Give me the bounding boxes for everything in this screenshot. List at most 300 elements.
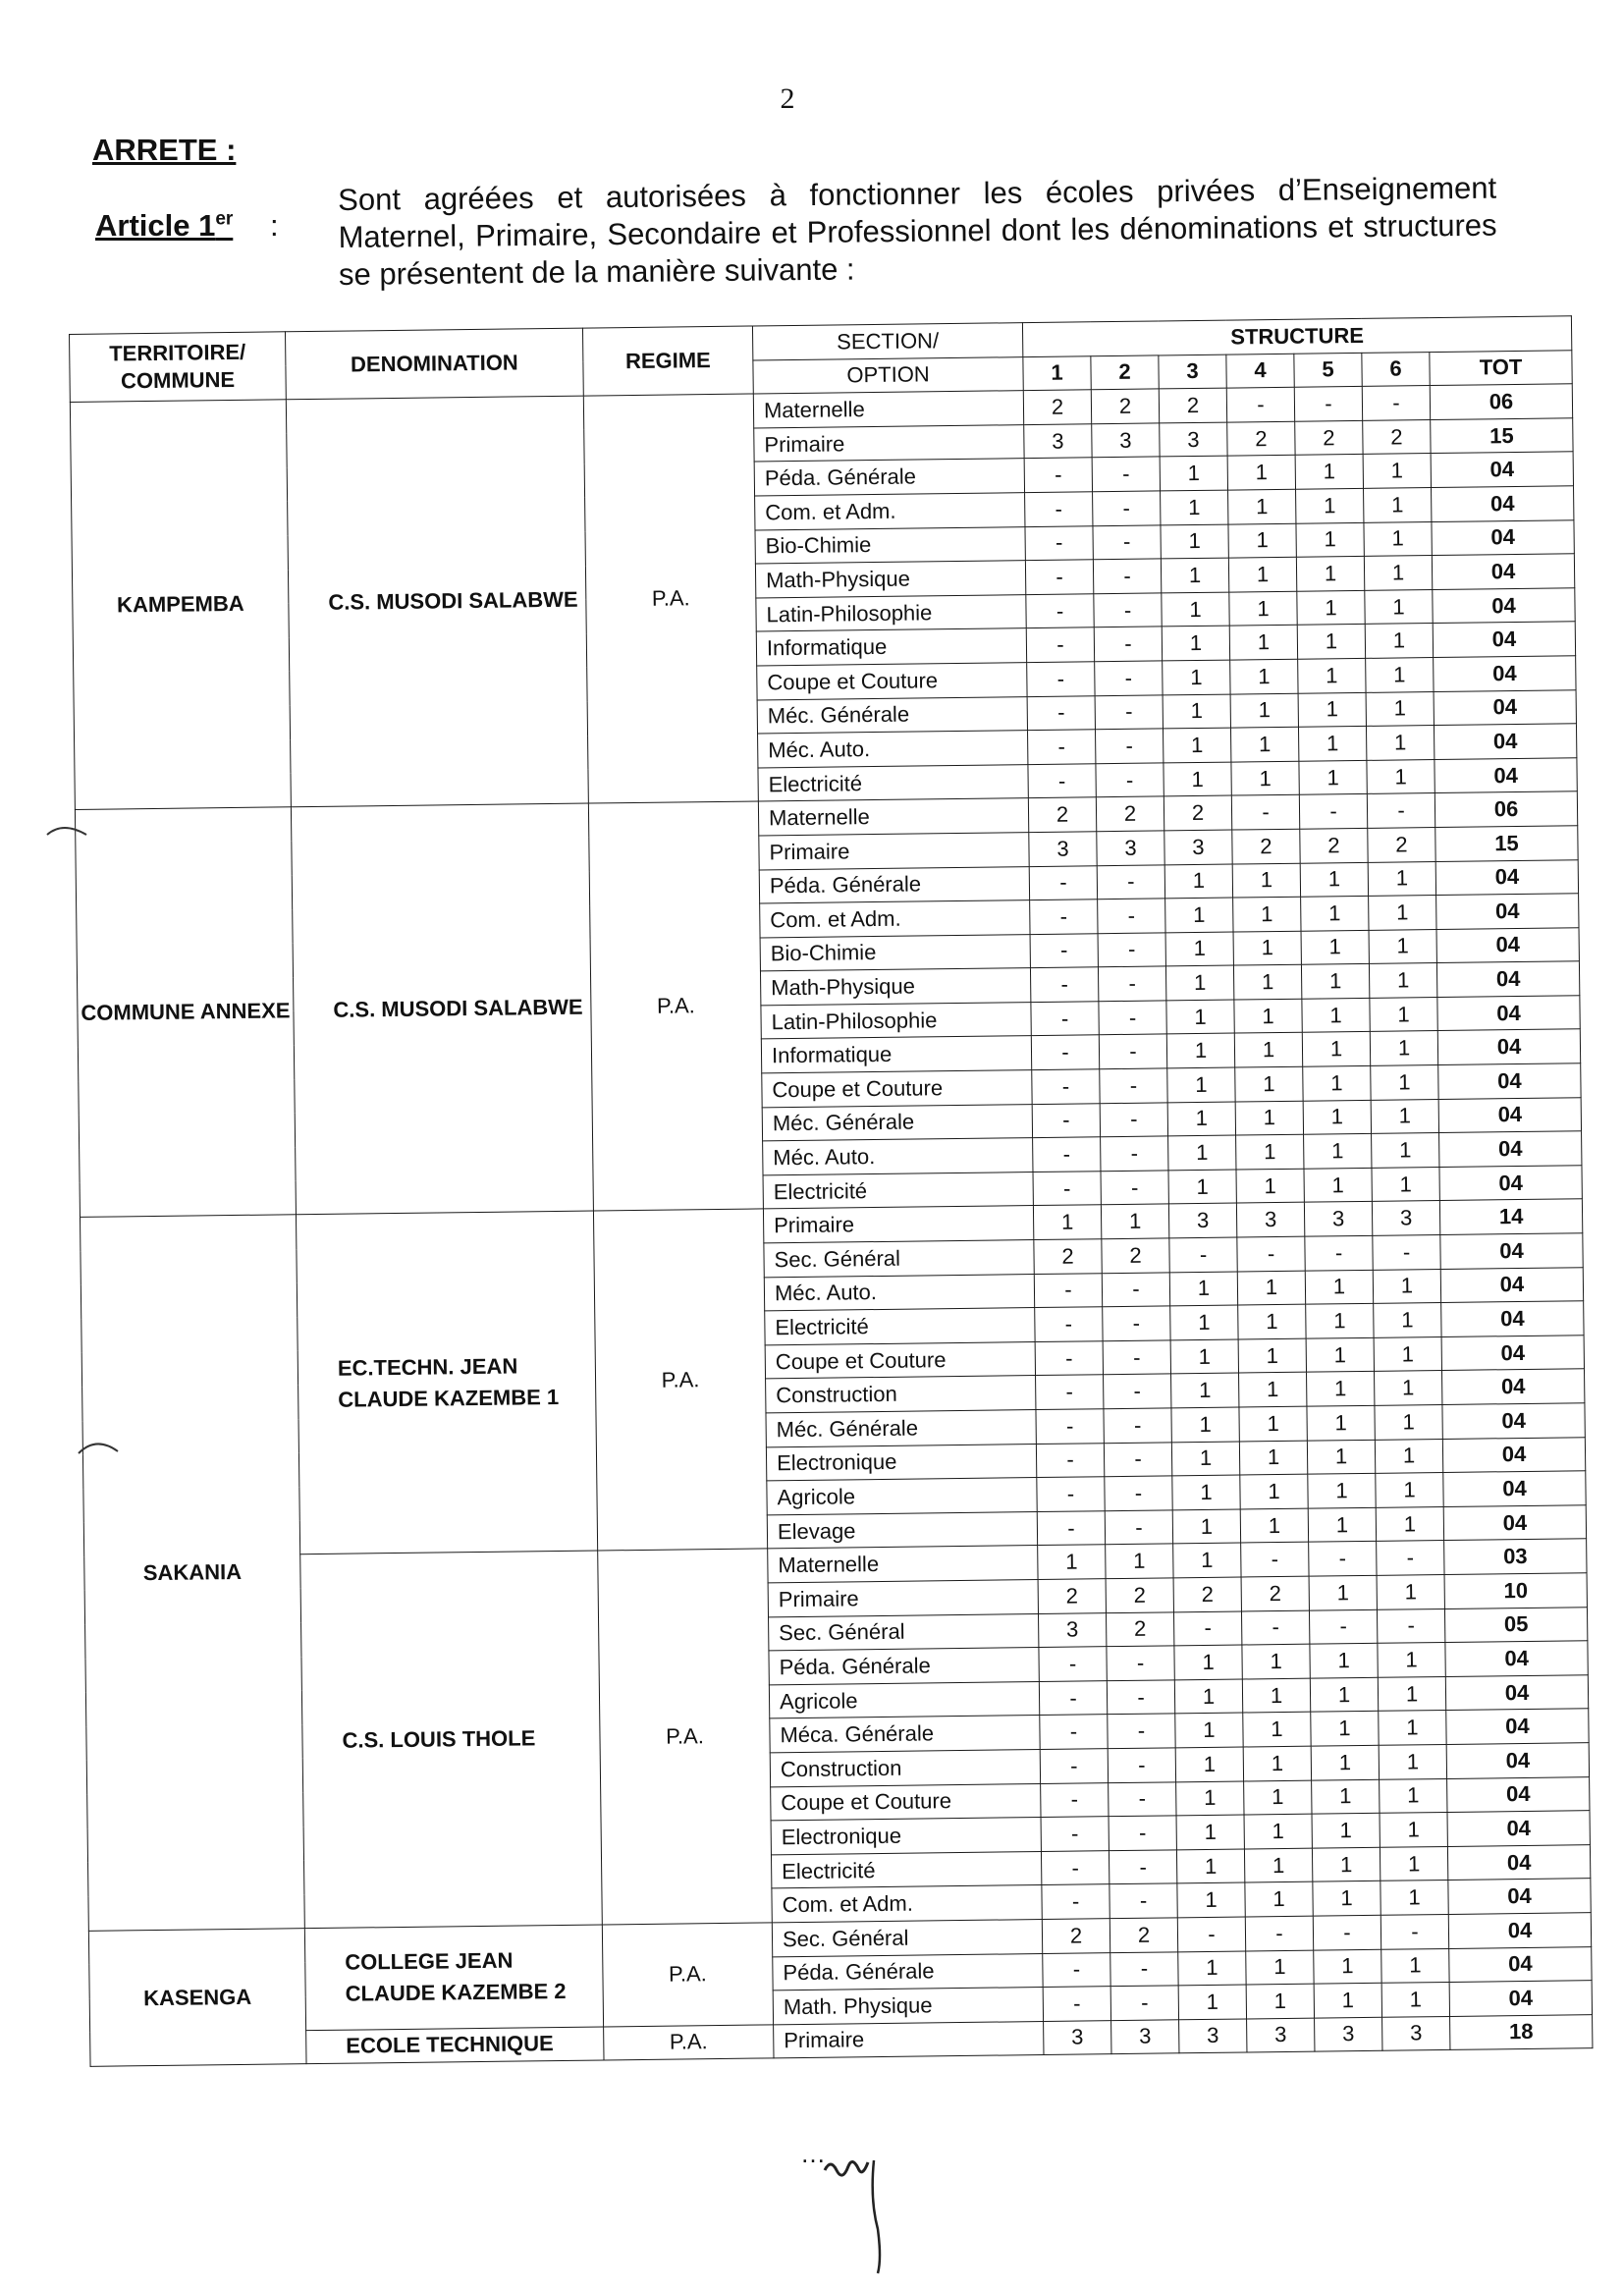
structure-cell: 1 xyxy=(1376,1506,1443,1541)
structure-cell: - xyxy=(1110,1951,1178,1986)
structure-cell: - xyxy=(1109,1850,1176,1884)
option-cell: Méca. Générale xyxy=(770,1716,1040,1753)
total-cell: 04 xyxy=(1435,757,1577,792)
structure-cell: 1 xyxy=(1378,1676,1445,1711)
option-cell: Math-Physique xyxy=(755,561,1025,598)
structure-cell: 1 xyxy=(1229,626,1297,660)
structure-cell: 1 xyxy=(1309,1575,1377,1609)
structure-cell: 1 xyxy=(1298,692,1366,727)
structure-cell: 1 xyxy=(1307,1440,1375,1474)
total-cell: 04 xyxy=(1440,1267,1583,1302)
structure-cell: 3 xyxy=(1168,1203,1236,1237)
structure-cell: - xyxy=(1026,594,1094,628)
option-cell: Electricité xyxy=(771,1851,1041,1888)
structure-cell: - xyxy=(1034,1273,1102,1307)
structure-cell: 1 xyxy=(1313,1881,1380,1916)
structure-cell: - xyxy=(1031,1035,1099,1069)
structure-cell: 1 xyxy=(1163,694,1230,729)
total-cell: 04 xyxy=(1438,1097,1581,1132)
structure-cell: - xyxy=(1367,793,1435,828)
structure-cell: 1 xyxy=(1242,1678,1310,1713)
total-cell: 10 xyxy=(1444,1573,1587,1608)
structure-cell: 1 xyxy=(1246,1984,1314,2018)
structure-cell: - xyxy=(1245,1916,1313,1950)
structure-cell: - xyxy=(1041,1850,1109,1884)
structure-cell: 1 xyxy=(1230,659,1298,693)
structure-cell: 1 xyxy=(1230,727,1298,761)
structure-cell: 1 xyxy=(1228,523,1296,558)
structure-cell: 1 xyxy=(1370,997,1437,1031)
denomination-cell: C.S. MUSODI SALABWE xyxy=(291,803,593,1215)
structure-cell: 1 xyxy=(1306,1304,1374,1338)
structure-cell: - xyxy=(1035,1307,1103,1341)
structure-cell: 1 xyxy=(1243,1746,1311,1780)
denomination-cell: C.S. LOUIS THOLE xyxy=(300,1551,603,1928)
schools-table xyxy=(69,315,1594,2067)
structure-cell: 1 xyxy=(1374,1336,1441,1371)
total-cell: 04 xyxy=(1437,1029,1580,1064)
structure-cell: - xyxy=(1313,1915,1380,1949)
structure-cell: 1 xyxy=(1366,657,1434,691)
structure-cell: - xyxy=(1226,387,1294,421)
structure-cell: 1 xyxy=(1380,1778,1447,1813)
structure-cell: 1 xyxy=(1234,1033,1302,1067)
structure-cell: 1 xyxy=(1375,1439,1442,1473)
structure-cell: 1 xyxy=(1238,1338,1306,1373)
regime-cell: P.A. xyxy=(583,394,758,803)
total-cell: 15 xyxy=(1435,826,1578,861)
structure-cell: 1 xyxy=(1232,863,1300,898)
structure-cell: 1 xyxy=(1371,1065,1438,1100)
structure-cell: 1 xyxy=(1314,1949,1381,1984)
structure-cell: - xyxy=(1036,1375,1104,1409)
structure-cell: - xyxy=(1031,1002,1099,1036)
structure-cell: 1 xyxy=(1364,556,1432,590)
structure-cell: 1 xyxy=(1307,1372,1375,1406)
structure-cell: - xyxy=(1095,694,1163,729)
option-cell: Bio-Chimie xyxy=(760,934,1030,971)
total-cell: 04 xyxy=(1448,1879,1591,1914)
total-cell: 04 xyxy=(1446,1743,1589,1778)
structure-cell: 1 xyxy=(1239,1441,1307,1475)
structure-cell: - xyxy=(1096,763,1164,797)
structure-cell: - xyxy=(1099,1001,1166,1035)
structure-cell: 1 xyxy=(1229,591,1297,626)
header-section: SECTION/ xyxy=(752,323,1022,360)
structure-cell: - xyxy=(1309,1609,1377,1644)
structure-cell: 1 xyxy=(1033,1205,1101,1239)
structure-cell: - xyxy=(1029,865,1097,900)
total-cell: 06 xyxy=(1435,791,1577,827)
structure-cell: - xyxy=(1103,1306,1170,1340)
structure-cell: - xyxy=(1105,1510,1172,1545)
structure-cell: - xyxy=(1028,763,1096,797)
structure-cell: 1 xyxy=(1230,693,1298,728)
total-cell: 04 xyxy=(1434,656,1576,691)
structure-cell: - xyxy=(1294,387,1362,421)
structure-cell: 1 xyxy=(1166,1000,1234,1034)
structure-cell: - xyxy=(1096,729,1164,763)
structure-cell: - xyxy=(1362,386,1430,420)
structure-cell: - xyxy=(1030,933,1098,967)
structure-cell: - xyxy=(1094,593,1162,627)
structure-cell: 1 xyxy=(1163,660,1230,694)
structure-cell: 1 xyxy=(1380,1846,1447,1881)
structure-cell: - xyxy=(1032,1069,1100,1104)
structure-cell: 1 xyxy=(1171,1407,1239,1442)
structure-cell: 1 xyxy=(1381,1983,1449,2017)
structure-cell: 1 xyxy=(1363,454,1431,488)
structure-cell: 1 xyxy=(1298,658,1366,692)
structure-cell: 1 xyxy=(1169,1272,1237,1306)
structure-cell: 2 xyxy=(1173,1577,1241,1611)
header-col-tot: TOT xyxy=(1430,350,1572,385)
total-cell: 04 xyxy=(1442,1403,1585,1439)
structure-cell: 3 xyxy=(1038,1612,1106,1647)
option-cell: Maternelle xyxy=(768,1546,1038,1583)
option-cell: Primaire xyxy=(763,1206,1033,1243)
structure-cell: - xyxy=(1231,795,1299,830)
structure-cell: 2 xyxy=(1110,1918,1177,1952)
structure-cell: 1 xyxy=(1246,1950,1314,1985)
structure-cell: - xyxy=(1098,966,1165,1001)
structure-cell: 1 xyxy=(1366,691,1434,726)
structure-cell: 1 xyxy=(1380,1881,1448,1915)
structure-cell: - xyxy=(1097,864,1164,899)
structure-cell: - xyxy=(1039,1680,1107,1715)
structure-cell: 1 xyxy=(1307,1405,1375,1440)
structure-cell: 1 xyxy=(1374,1303,1441,1337)
structure-cell: - xyxy=(1100,1103,1167,1137)
territoire-cell: KASENGA xyxy=(88,1929,306,2067)
structure-cell: 1 xyxy=(1171,1373,1239,1407)
structure-cell: - xyxy=(1102,1272,1169,1306)
structure-cell: 1 xyxy=(1171,1442,1239,1476)
header-col-2: 2 xyxy=(1091,355,1159,390)
structure-cell: 1 xyxy=(1375,1404,1442,1439)
structure-cell: - xyxy=(1043,1952,1110,1987)
option-cell: Com. et Adm. xyxy=(760,900,1030,938)
structure-cell: 1 xyxy=(1303,1065,1371,1100)
structure-cell: - xyxy=(1110,1883,1177,1918)
total-cell: 04 xyxy=(1437,996,1580,1031)
structure-cell: 2 xyxy=(1091,389,1159,423)
regime-cell: P.A. xyxy=(604,2025,774,2061)
margin-hole-mark-2 xyxy=(69,1414,128,1483)
option-cell: Coupe et Couture xyxy=(765,1341,1035,1379)
option-cell: Méc. Auto. xyxy=(764,1274,1034,1311)
structure-cell: 1 xyxy=(1296,557,1364,591)
structure-cell: 2 xyxy=(1096,796,1164,831)
structure-cell: - xyxy=(1027,695,1095,730)
option-cell: Méc. Générale xyxy=(762,1104,1032,1141)
structure-cell: 1 xyxy=(1364,521,1432,556)
structure-cell: 1 xyxy=(1301,964,1369,999)
structure-cell: - xyxy=(1041,1817,1109,1851)
structure-cell: 1 xyxy=(1243,1712,1311,1746)
structure-cell: - xyxy=(1377,1608,1444,1643)
structure-cell: 2 xyxy=(1028,797,1096,832)
structure-cell: - xyxy=(1098,899,1165,933)
structure-cell: - xyxy=(1107,1680,1174,1715)
option-cell: Bio-Chimie xyxy=(755,526,1025,564)
total-cell: 04 xyxy=(1445,1641,1588,1676)
structure-cell: - xyxy=(1110,1986,1178,2020)
structure-cell: 2 xyxy=(1300,828,1368,862)
structure-cell: 2 xyxy=(1038,1579,1106,1613)
structure-cell: 1 xyxy=(1165,965,1233,1000)
structure-cell: 3 xyxy=(1247,2018,1315,2052)
structure-cell: 1 xyxy=(1308,1507,1376,1542)
structure-cell: 1 xyxy=(1172,1509,1240,1544)
total-cell: 05 xyxy=(1444,1607,1587,1642)
structure-cell: 1 xyxy=(1372,1167,1439,1201)
structure-cell: 1 xyxy=(1174,1679,1242,1714)
structure-cell: 2 xyxy=(1106,1611,1173,1646)
structure-cell: 1 xyxy=(1375,1371,1442,1405)
structure-cell: 1 xyxy=(1106,1544,1173,1578)
denomination-cell: ECOLE TECHNIQUE xyxy=(306,2027,604,2064)
structure-cell: 2 xyxy=(1023,390,1091,424)
structure-cell: 1 xyxy=(1170,1339,1238,1374)
option-cell: Math-Physique xyxy=(760,968,1030,1006)
denomination-cell: C.S. MUSODI SALABWE xyxy=(286,396,588,807)
structure-cell: - xyxy=(1036,1443,1104,1477)
option-cell: Com. et Adm. xyxy=(772,1885,1042,1923)
structure-cell: 1 xyxy=(1303,1100,1371,1134)
structure-cell: 1 xyxy=(1312,1779,1380,1814)
structure-cell: 1 xyxy=(1233,897,1301,931)
structure-cell: 1 xyxy=(1174,1645,1242,1679)
structure-cell: - xyxy=(1105,1476,1172,1510)
total-cell: 04 xyxy=(1449,1981,1592,2016)
total-cell: 04 xyxy=(1438,1063,1581,1099)
structure-cell: - xyxy=(1025,525,1093,560)
total-cell: 04 xyxy=(1441,1301,1584,1336)
structure-cell: - xyxy=(1040,1715,1108,1749)
header-col-1: 1 xyxy=(1023,355,1091,390)
total-cell: 04 xyxy=(1441,1336,1584,1371)
structure-cell: 1 xyxy=(1237,1271,1305,1305)
structure-cell: 2 xyxy=(1368,827,1435,861)
structure-cell: - xyxy=(1241,1610,1309,1645)
structure-cell: - xyxy=(1030,967,1098,1002)
total-cell: 04 xyxy=(1439,1131,1582,1167)
structure-cell: 1 xyxy=(1231,761,1299,795)
structure-cell: - xyxy=(1037,1477,1105,1511)
structure-cell: 3 xyxy=(1372,1201,1439,1235)
total-cell: 04 xyxy=(1440,1233,1583,1269)
article-label-sup: er xyxy=(215,208,234,230)
structure-cell: - xyxy=(1103,1340,1170,1375)
structure-cell: 1 xyxy=(1245,1881,1313,1916)
structure-cell: - xyxy=(1039,1647,1107,1681)
structure-cell: 1 xyxy=(1296,522,1364,557)
total-cell: 04 xyxy=(1447,1811,1590,1846)
structure-cell: 1 xyxy=(1233,964,1301,999)
option-cell: Péda. Générale xyxy=(754,459,1024,496)
structure-cell: - xyxy=(1299,794,1367,829)
structure-cell: - xyxy=(1024,458,1092,492)
structure-cell: 1 xyxy=(1311,1745,1379,1779)
structure-cell: 1 xyxy=(1297,590,1365,625)
structure-cell: 1 xyxy=(1314,1983,1381,2017)
article-label xyxy=(95,208,233,244)
structure-cell: 1 xyxy=(1163,728,1230,762)
structure-cell: 1 xyxy=(1379,1744,1446,1778)
total-cell: 04 xyxy=(1435,859,1578,895)
structure-cell: - xyxy=(1026,627,1094,662)
margin-hole-mark xyxy=(39,805,98,864)
structure-cell: 1 xyxy=(1371,1099,1438,1133)
structure-cell: 1 xyxy=(1175,1713,1243,1747)
total-cell: 15 xyxy=(1431,418,1573,454)
header-col-6: 6 xyxy=(1362,352,1430,386)
structure-cell: 1 xyxy=(1160,456,1227,490)
structure-cell: 3 xyxy=(1024,424,1092,459)
structure-cell: 1 xyxy=(1364,488,1432,522)
structure-cell: 1 xyxy=(1172,1475,1240,1509)
structure-cell: 1 xyxy=(1162,592,1229,627)
structure-cell: - xyxy=(1177,1917,1245,1951)
option-cell: Electronique xyxy=(766,1444,1036,1481)
option-cell: Méc. Générale xyxy=(766,1410,1036,1447)
header-territoire: TERRITOIRE/ COMMUNE xyxy=(70,332,287,403)
structure-cell: 1 xyxy=(1178,1950,1246,1985)
structure-cell: 1 xyxy=(1302,1032,1370,1066)
structure-cell: 1 xyxy=(1365,624,1433,658)
structure-cell: 1 xyxy=(1299,760,1367,794)
total-cell: 04 xyxy=(1432,486,1574,521)
option-cell: Primaire xyxy=(759,832,1029,869)
option-cell: Primaire xyxy=(774,2021,1044,2058)
structure-cell: 1 xyxy=(1235,1101,1303,1135)
structure-cell: 1 xyxy=(1166,1034,1234,1068)
structure-cell: - xyxy=(1092,457,1160,491)
structure-cell: 1 xyxy=(1239,1406,1307,1441)
territoire-cell: SAKANIA xyxy=(80,1215,304,1931)
structure-cell: 1 xyxy=(1368,861,1435,896)
structure-cell: 1 xyxy=(1161,524,1228,559)
structure-cell: 1 xyxy=(1173,1543,1241,1577)
structure-cell: - xyxy=(1101,1171,1168,1205)
structure-cell: - xyxy=(1095,661,1163,695)
structure-cell: 2 xyxy=(1159,388,1226,422)
structure-cell: - xyxy=(1041,1782,1109,1817)
structure-cell: - xyxy=(1169,1237,1237,1272)
total-cell: 04 xyxy=(1432,519,1574,555)
structure-cell: 1 xyxy=(1238,1304,1306,1338)
structure-cell: 2 xyxy=(1227,421,1295,456)
structure-cell: 1 xyxy=(1165,898,1233,932)
structure-cell: 2 xyxy=(1363,419,1431,454)
regime-cell: P.A. xyxy=(602,1923,773,2027)
option-cell: Sec. Général xyxy=(764,1240,1034,1278)
structure-cell: - xyxy=(1033,1172,1101,1206)
structure-cell: - xyxy=(1027,662,1095,696)
total-cell: 04 xyxy=(1442,1369,1585,1404)
structure-cell: 1 xyxy=(1378,1643,1445,1677)
structure-cell: - xyxy=(1025,492,1093,526)
total-cell: 04 xyxy=(1446,1709,1589,1744)
structure-cell: 1 xyxy=(1164,762,1231,796)
structure-cell: 1 xyxy=(1365,589,1433,624)
structure-cell: 1 xyxy=(1302,998,1370,1032)
total-cell: 18 xyxy=(1450,2014,1593,2049)
structure-cell: 3 xyxy=(1029,832,1097,866)
article-text: Sont agréées et autorisées à fonctionner les écoles privées d’Enseignement Maternel, Primaire, Secondaire et Professionnel dont les dénominations et structures se présentent de la manière suivante : xyxy=(338,170,1497,292)
option-cell: Méc. Auto. xyxy=(763,1138,1033,1175)
territoire-cell: KAMPEMBA xyxy=(70,400,291,810)
structure-cell: 1 xyxy=(1227,456,1295,490)
regime-cell: P.A. xyxy=(588,801,763,1211)
option-cell: Agricole xyxy=(769,1681,1039,1718)
structure-cell: 3 xyxy=(1164,830,1232,864)
structure-cell: 1 xyxy=(1369,929,1436,963)
total-cell: 14 xyxy=(1439,1199,1582,1234)
structure-cell: 3 xyxy=(1382,2016,1450,2050)
structure-cell: 1 xyxy=(1176,1815,1244,1849)
structure-cell: 1 xyxy=(1244,1814,1312,1848)
structure-cell: 1 xyxy=(1312,1813,1380,1847)
total-cell: 04 xyxy=(1445,1674,1588,1710)
structure-cell: 1 xyxy=(1167,1102,1235,1136)
option-cell: Electronique xyxy=(771,1818,1041,1855)
denomination-cell: COLLEGE JEAN CLAUDE KAZEMBE 2 xyxy=(304,1925,603,2030)
option-cell: Coupe et Couture xyxy=(762,1070,1032,1108)
option-cell: Elevage xyxy=(767,1511,1037,1549)
structure-cell: 1 xyxy=(1233,931,1301,965)
structure-cell: - xyxy=(1032,1103,1100,1137)
structure-cell: 1 xyxy=(1240,1474,1308,1508)
option-cell: Sec. Général xyxy=(772,1919,1042,1956)
total-cell: 03 xyxy=(1444,1539,1587,1574)
option-cell: Maternelle xyxy=(753,391,1023,428)
option-cell: Sec. Général xyxy=(769,1613,1039,1651)
structure-cell: 1 xyxy=(1236,1134,1304,1169)
structure-cell: 1 xyxy=(1377,1574,1444,1608)
option-cell: Com. et Adm. xyxy=(755,493,1025,530)
structure-cell: 2 xyxy=(1034,1239,1102,1274)
header-col-3: 3 xyxy=(1159,354,1226,389)
structure-cell: 1 xyxy=(1178,1985,1246,2019)
structure-cell: 1 xyxy=(1369,963,1436,998)
option-cell: Maternelle xyxy=(758,798,1028,836)
structure-cell: 1 xyxy=(1240,1508,1308,1543)
structure-cell: 1 xyxy=(1308,1474,1376,1508)
structure-cell: 1 xyxy=(1367,759,1435,793)
structure-cell: 3 xyxy=(1111,2020,1179,2054)
structure-cell: 1 xyxy=(1300,862,1368,897)
structure-cell: 1 xyxy=(1164,864,1232,899)
structure-cell: 1 xyxy=(1381,1948,1449,1983)
structure-cell: 2 xyxy=(1042,1919,1110,1953)
option-cell: Primaire xyxy=(754,424,1024,462)
structure-cell: - xyxy=(1101,1136,1168,1171)
structure-cell: - xyxy=(1030,900,1098,934)
option-cell: Péda. Générale xyxy=(773,1953,1043,1990)
structure-cell: 1 xyxy=(1161,490,1228,524)
structure-cell: - xyxy=(1093,491,1161,525)
structure-cell: 1 xyxy=(1310,1643,1378,1677)
total-cell: 04 xyxy=(1434,724,1576,759)
article-label-text: Article 1 xyxy=(95,208,216,243)
total-cell: 04 xyxy=(1447,1844,1590,1880)
option-cell: Construction xyxy=(770,1749,1040,1786)
structure-cell: - xyxy=(1104,1374,1171,1408)
structure-cell: - xyxy=(1107,1646,1174,1680)
header-col-4: 4 xyxy=(1226,354,1294,388)
